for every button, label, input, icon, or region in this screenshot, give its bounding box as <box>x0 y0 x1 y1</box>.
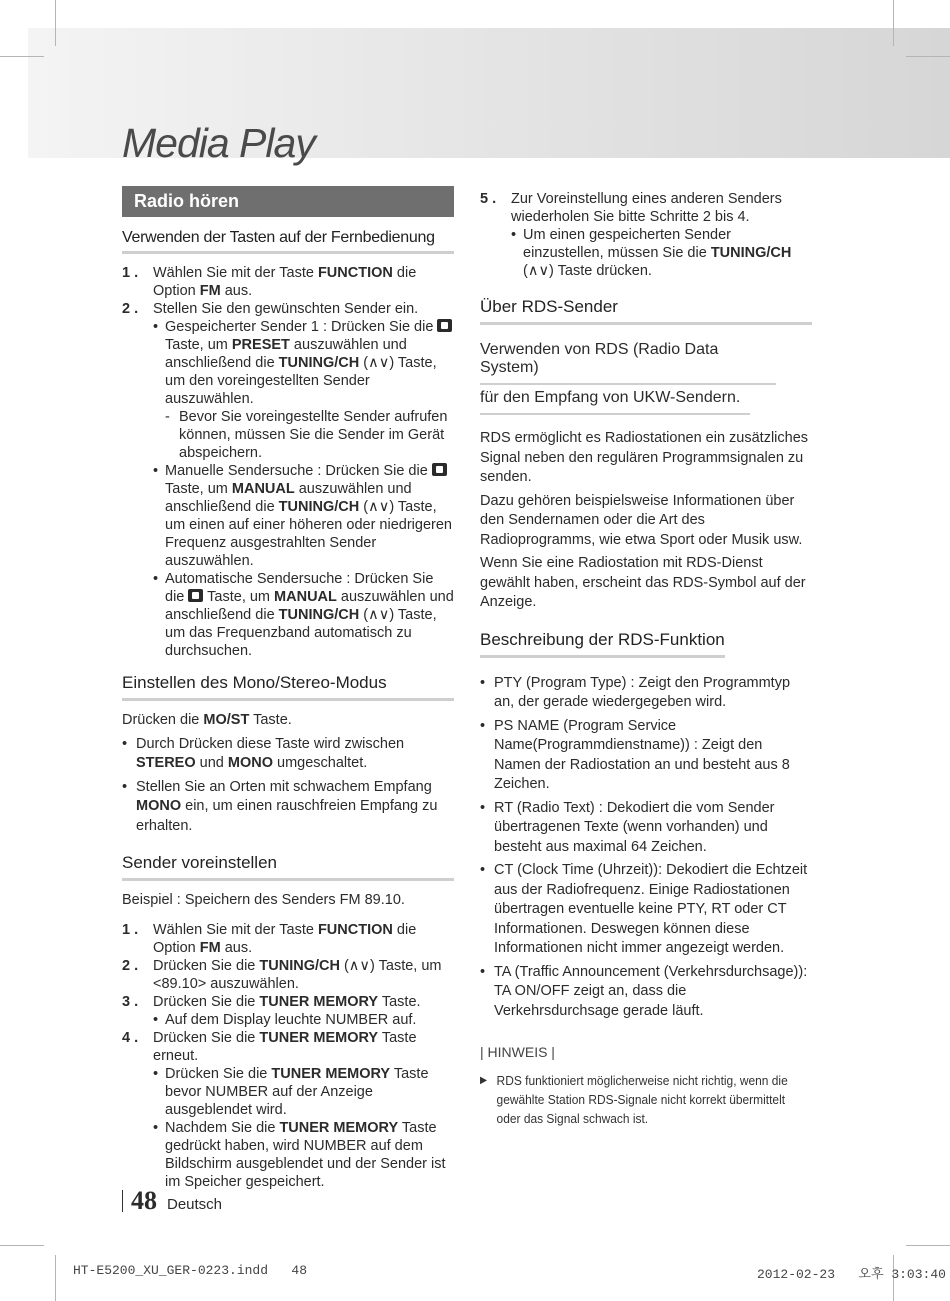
page-language: Deutsch <box>167 1196 223 1213</box>
rds-heading: Über RDS-Sender <box>480 298 812 325</box>
tools-button-icon <box>432 463 447 476</box>
mono-bullet: • Stellen Sie an Orten mit schwachem Empfang MONO ein, um einen rauschfreien Empfang zu erhalten. <box>122 778 438 834</box>
bullet-auto-search: • Automatische Sendersuche : Drücken Sie die Taste, um MANUAL auszuwählen und anschließend die TUNING/CH (∧∨) Taste, um das Frequenzband automatisch zu durchsuchen. <box>153 571 454 659</box>
crop-mark <box>893 0 894 46</box>
step-5-bullet: • Um einen gespeicherten Sender einzustellen, müssen Sie die TUNING/CH (∧∨) Taste drücken. <box>511 227 792 279</box>
tools-button-icon <box>188 589 203 602</box>
rds-function-item: • PTY (Program Type) : Zeigt den Programmtyp an, der gerade wiedergegeben wird. <box>480 674 791 710</box>
mono-bullet: • Durch Drücken diese Taste wird zwischen STEREO und MONO umgeschaltet. <box>122 735 405 771</box>
page-footer <box>122 1186 222 1216</box>
bullet-manual-search: • Manuelle Sendersuche : Drücken Sie die Taste, um MANUAL auszuwählen und anschließend die TUNING/CH (∧∨) Taste, um einen auf einer höheren oder niedrigeren Frequenz ausgestrahlten Sender auszuwählen. <box>153 463 452 569</box>
preset-step-1: 1 . Wählen Sie mit der Taste FUNCTION die Option FM aus. <box>122 921 417 956</box>
preset-step-3-note: • Auf dem Display leuchte NUMBER auf. <box>153 1011 417 1028</box>
crop-mark <box>906 1245 950 1246</box>
crop-mark <box>55 0 56 46</box>
step-5: 5 . Zur Voreinstellung eines anderen Senders wiederholen Sie bitte Schritte 2 bis 4. <box>480 191 782 225</box>
rds-function-item: • RT (Radio Text) : Dekodiert die vom Sender übertragenen Texte (wenn vorhanden) und besteht aus maximal 64 Zeichen. <box>480 799 775 855</box>
mono-stereo-heading: Einstellen des Mono/Stereo-Modus <box>122 674 454 701</box>
rds-subtitle: Verwenden von RDS (Radio Data System) für den Empfang von UKW-Sendern. <box>480 335 812 415</box>
preset-step-4: 4 . Drücken Sie die TUNER MEMORY Taste erneut. <box>122 1029 417 1064</box>
section-title-radio: Radio hören <box>122 186 454 217</box>
note-label: | HINWEIS | <box>480 1044 555 1060</box>
step-4-bullet: • Drücken Sie die TUNER MEMORY Taste bevor NUMBER auf der Anzeige ausgeblendet wird. <box>153 1065 429 1118</box>
crop-mark <box>0 56 44 57</box>
right-column <box>480 190 812 1128</box>
rds-function-item: • TA (Traffic Announcement (Verkehrsdurchsage)): TA ON/OFF zeigt an, dass die Verkehrsdurchsage gerade läuft. <box>480 963 808 1019</box>
step-1: 1 . Wählen Sie mit der Taste FUNCTION die Option FM aus. <box>122 265 417 299</box>
mono-intro: Drücken die MO/ST Taste. <box>122 712 292 728</box>
dash-note: - Bevor Sie voreingestellte Sender aufrufen können, müssen Sie die Sender im Gerät abspeichern. <box>165 409 448 461</box>
preset-step-3: 3 . Drücken Sie die TUNER MEMORY Taste. <box>122 993 421 1010</box>
preset-heading: Sender voreinstellen <box>122 854 454 881</box>
preset-step-2: 2 . Drücken Sie die TUNING/CH (∧∨) Taste, um <89.10> auszuwählen. <box>122 957 442 992</box>
rds-function-item: • PS NAME (Program Service Name(Programmdienstname)) : Zeigt den Namen der Radiostation an und besteht aus 8 Zeichen. <box>480 717 790 792</box>
bullet-stored-station: • Gespeicherter Sender 1 : Drücken Sie die Taste, um PRESET auszuwählen und anschließend die TUNING/CH (∧∨) Taste, um den voreingestellten Sender auszuwählen. <box>153 318 454 408</box>
rds-paragraph: RDS ermöglicht es Radiostationen ein zusätzliches Signal neben den regulären Programmsignalen zu senden. <box>480 430 809 485</box>
crop-mark <box>0 1245 44 1246</box>
chapter-title: Media Play <box>122 120 315 166</box>
crop-mark <box>55 1255 56 1301</box>
step-2: 2 . Stellen Sie den gewünschten Sender ein. <box>122 301 419 317</box>
rds-function-heading: Beschreibung der RDS-Funktion <box>480 631 812 658</box>
step-4-bullet: • Nachdem Sie die TUNER MEMORY Taste gedrückt haben, wird NUMBER auf dem Bildschirm ausgeblendet und der Sender ist im Speicher gespeichert. <box>153 1119 446 1190</box>
rds-paragraph: Dazu gehören beispielsweise Informationen über den Sendernamen oder die Art des Radioprogramms, wie etwa Sport oder Musik usw. <box>480 492 803 548</box>
crop-mark <box>906 56 950 57</box>
page-number: 48 <box>131 1186 157 1215</box>
tools-button-icon <box>437 319 452 332</box>
note-item: ▶ RDS funktioniert möglicherweise nicht richtig, wenn die gewählte Station RDS-Signale nicht korrekt übermittelt oder das Signal schwach ist. <box>480 1073 788 1126</box>
rds-function-item: • CT (Clock Time (Uhrzeit)): Dekodiert die Echtzeit aus der Radiofrequenz. Einige Radiostationen übertragen eventuelle keine PTY, RT oder CT Informationen. Deswegen können diese Informationen nicht immer angezeigt werden. <box>480 862 808 956</box>
remote-subtitle: Verwenden der Tasten auf der Fernbedienung <box>122 229 454 254</box>
print-timestamp: 2012-02-23 오후 3:03:40 <box>757 1267 946 1282</box>
triangle-bullet-icon: ▶ <box>480 1075 488 1086</box>
print-file-info: HT-E5200_XU_GER-0223.indd 48 <box>73 1263 308 1278</box>
left-column <box>122 186 454 1191</box>
rds-paragraph: Wenn Sie eine Radiostation mit RDS-Dienst gewählt haben, erscheint das RDS-Symbol auf der Anzeige. <box>480 555 806 610</box>
preset-example: Beispiel : Speichern des Senders FM 89.10. <box>122 892 405 908</box>
